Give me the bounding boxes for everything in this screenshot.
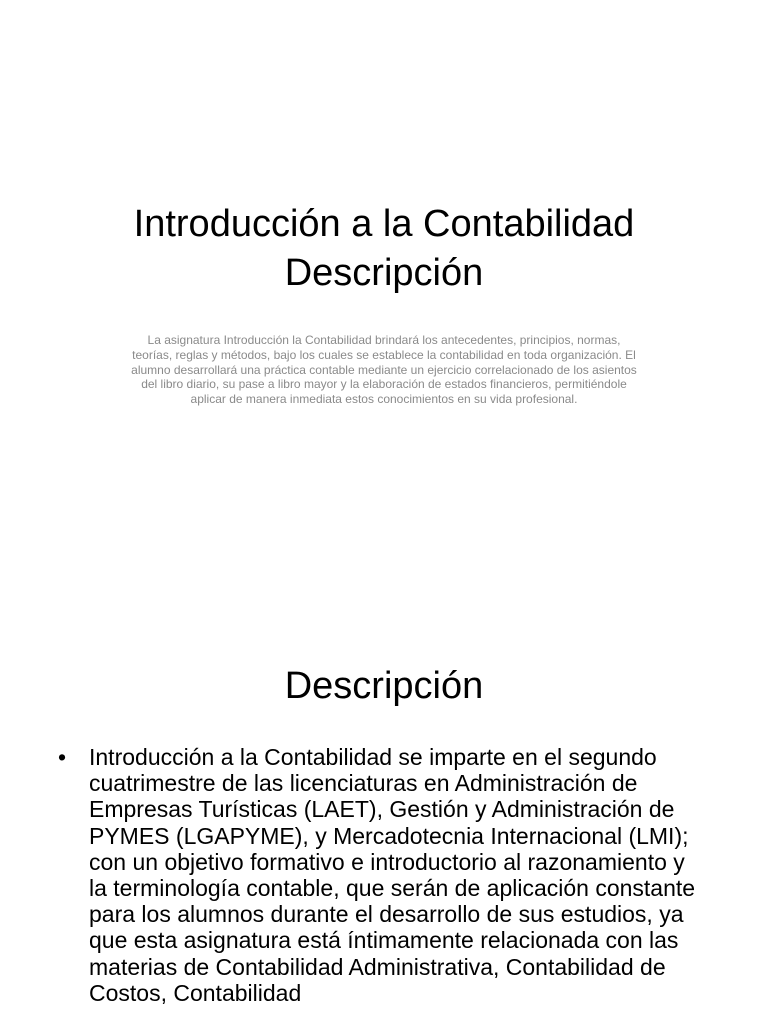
description-slide [0, 576, 768, 1024]
bullet-marker: • [58, 744, 67, 770]
slide-title: Descripción [284, 665, 484, 707]
bullet-list [56, 744, 698, 1006]
bullet-text: Introducción a la Contabilidad se imparte en el segundo cuatrimestre de las licenciaturas en Administración de Empresas Turísticas (LAET), Gestión y Administración de PYMES (LGAPYME), y Mercadotecnia Internacional (LMI); con un objetivo formativo e introductorio al razonamiento y la terminología contable, que serán de aplicación constante para los alumnos durante el desarrollo de sus estudios, ya que esta asignatura está íntimamente relacionada con las materias de Contabilidad Administrativa, Contabilidad de Costos, Contabilidad [89, 744, 696, 1006]
title-line-1: Introducción a la Contabilidad [133, 203, 635, 245]
list-item [56, 744, 698, 1006]
slide-title [60, 200, 708, 298]
slide-subtitle: La asignatura Introducción la Contabilidad brindará los antecedentes, principios, normas, teorías, reglas y métodos, bajo los cuales se establece la contabilidad en toda organización. El alumno desarrollará una práctica contable mediante un ejercicio correlacionado de los asientos del libro diario, su pase a libro mayor y la elaboración de estados financieros, permitiéndole aplicar de manera inmediata estos conocimientos en su vida profesional. [131, 333, 637, 407]
title-line-2: Descripción [284, 252, 484, 294]
